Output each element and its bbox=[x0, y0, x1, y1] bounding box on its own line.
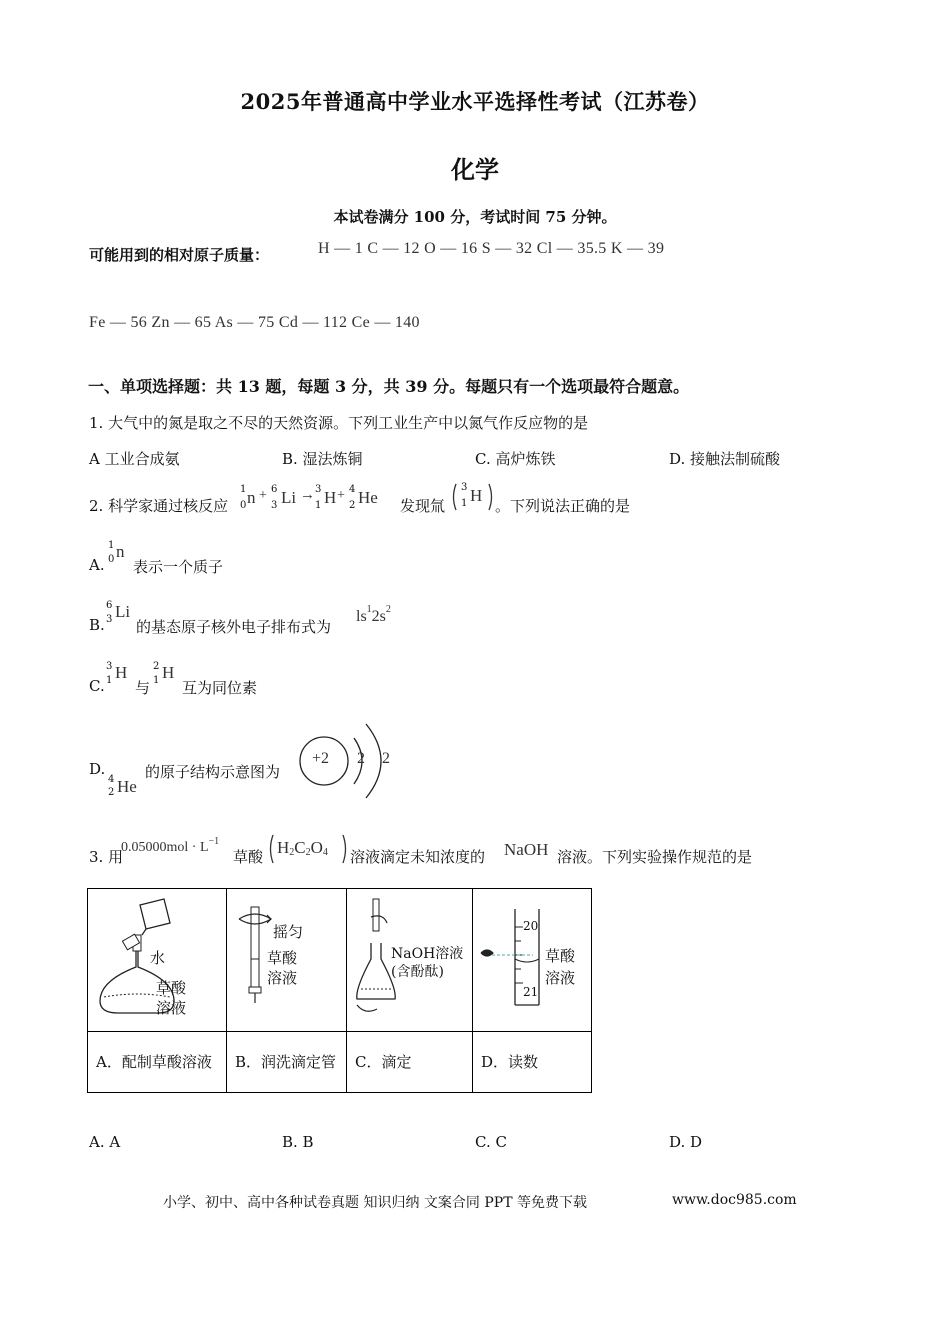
he-num: 2 bbox=[349, 500, 356, 511]
fig-d-20: 20 bbox=[523, 919, 539, 933]
fig-a-sol1: 草酸 bbox=[156, 979, 187, 997]
footer-url[interactable]: www.doc985.com bbox=[672, 1192, 797, 1208]
q2-option-c-label: C. bbox=[89, 677, 105, 695]
q3-stem-mid: 溶液滴定未知浓度的 bbox=[350, 848, 486, 866]
footer-text: 小学、初中、高中各种试卷真题 知识归纳 文案合同 PPT 等免费下载 bbox=[163, 1195, 587, 1211]
c-h2-num: 1 bbox=[153, 675, 160, 686]
fig-d-cell bbox=[473, 889, 592, 1032]
q2-stem-mid: 发现氚 bbox=[400, 497, 446, 515]
q3-naoh: NaOH bbox=[504, 840, 549, 859]
formula-o: O bbox=[310, 838, 323, 857]
caption-c: C．滴定 bbox=[347, 1032, 473, 1093]
q1-option-d: D. 接触法制硫酸 bbox=[669, 450, 781, 468]
q2-option-d-label: D. bbox=[89, 760, 106, 778]
plus-2: + bbox=[337, 488, 345, 503]
q2-option-b-li bbox=[106, 600, 136, 632]
nucleus-charge: +2 bbox=[312, 750, 330, 767]
fig-a-cell bbox=[88, 889, 227, 1032]
q2-option-d-text: 的原子结构示意图为 bbox=[145, 763, 281, 781]
fig-c-label1: NaOH溶液 bbox=[391, 946, 464, 962]
q3-answer-c: C. C bbox=[475, 1133, 507, 1151]
c-h3-num: 1 bbox=[106, 675, 113, 686]
exam-note: 本试卷满分 100 分，考试时间 75 分钟。 bbox=[333, 208, 617, 226]
c-h2-mass: 2 bbox=[153, 661, 160, 672]
d-he-num: 2 bbox=[108, 787, 115, 798]
q3-reagent: 草酸 bbox=[233, 848, 264, 866]
fig-c-cell bbox=[347, 889, 473, 1032]
a-n-mass: 1 bbox=[108, 540, 115, 551]
fig-d-21: 21 bbox=[523, 985, 539, 999]
fig-d-sol2: 溶液 bbox=[545, 969, 576, 987]
fig-c-label2: (含酚酞) bbox=[391, 964, 444, 980]
fig-b-cell bbox=[227, 889, 347, 1032]
a-n-num: 0 bbox=[108, 554, 115, 565]
atomic-mass-line-1: H — 1 C — 12 O — 16 S — 32 Cl — 35.5 K — 39 bbox=[318, 240, 665, 257]
q3-concentration bbox=[121, 836, 220, 856]
q2-stem-suffix: 。下列说法正确的是 bbox=[495, 497, 631, 515]
caption-b: B．润洗滴定管 bbox=[227, 1032, 347, 1093]
config-2s-exp: 2 bbox=[385, 604, 391, 615]
formula-h-sub: 2 bbox=[289, 847, 295, 858]
formula-h: H bbox=[277, 838, 290, 857]
formula-o-sub: 4 bbox=[322, 847, 328, 858]
fig-b-shake: 摇匀 bbox=[273, 923, 304, 941]
formula-c: C bbox=[294, 838, 306, 857]
h3-mass: 3 bbox=[315, 484, 322, 495]
q2-option-c-mid: 与 bbox=[135, 679, 151, 697]
b-li-mass: 6 bbox=[106, 600, 113, 611]
config-1s-exp: 1 bbox=[366, 604, 372, 615]
fig-a-sol2: 溶液 bbox=[156, 999, 187, 1017]
apparatus-table bbox=[87, 888, 592, 1093]
arrow: → bbox=[300, 487, 315, 503]
q2-nuclear-equation bbox=[236, 484, 401, 518]
q3-answer-b: B. B bbox=[282, 1133, 314, 1151]
q2-option-a-neutron bbox=[108, 540, 132, 572]
q2-option-c-text: 互为同位素 bbox=[182, 679, 258, 697]
atomic-mass-line-2: Fe — 56 Zn — 65 As — 75 Cd — 112 Ce — 140 bbox=[89, 314, 420, 331]
n-symbol: n bbox=[247, 488, 256, 507]
c-h3-mass: 3 bbox=[106, 661, 113, 672]
q2-option-d-he bbox=[108, 774, 144, 802]
config-2s: 2s bbox=[371, 608, 386, 625]
conc-value: 0.05000mol · L bbox=[121, 840, 209, 855]
fig-a-water: 水 bbox=[150, 949, 166, 967]
tritium-h: H bbox=[470, 486, 483, 505]
h3-symbol: H bbox=[324, 488, 337, 507]
li-mass: 6 bbox=[271, 484, 278, 495]
tritium-symbol bbox=[450, 480, 495, 514]
plus-1: + bbox=[259, 488, 267, 503]
q2-option-c-h2 bbox=[153, 661, 181, 693]
q2-option-b-text: 的基态原子核外电子排布式为 bbox=[136, 618, 332, 636]
li-num: 3 bbox=[271, 500, 278, 511]
fig-d-sol1: 草酸 bbox=[545, 947, 576, 965]
q2-option-a-label: A. bbox=[89, 556, 105, 574]
n-mass: 1 bbox=[240, 484, 247, 495]
q3-stem-suffix: 溶液。下列实验操作规范的是 bbox=[557, 848, 753, 866]
exam-title: 2025年普通高中学业水平选择性考试（江苏卷） bbox=[240, 89, 710, 114]
tritium-mass: 3 bbox=[461, 482, 468, 493]
fig-b-sol2: 溶液 bbox=[267, 969, 298, 987]
h3-num: 1 bbox=[315, 500, 322, 511]
atom-structure-diagram bbox=[296, 718, 406, 804]
q2-stem-prefix: 2. 科学家通过核反应 bbox=[89, 497, 229, 515]
caption-a: A．配制草酸溶液 bbox=[88, 1032, 227, 1093]
q3-answer-a: A. A bbox=[89, 1133, 121, 1151]
config-1s: ls bbox=[356, 608, 367, 625]
li-symbol: Li bbox=[281, 488, 297, 507]
d-he-symbol: He bbox=[117, 777, 137, 796]
d-he-mass: 4 bbox=[108, 774, 115, 785]
n-num: 0 bbox=[240, 500, 247, 511]
a-n-symbol: n bbox=[116, 542, 125, 561]
b-li-num: 3 bbox=[106, 614, 113, 625]
q2-option-c-h3 bbox=[106, 661, 134, 693]
he-symbol: He bbox=[358, 488, 378, 507]
shell-2-electrons: 2 bbox=[382, 750, 390, 767]
atomic-mass-label: 可能用到的相对原子质量： bbox=[89, 246, 270, 264]
section-heading: 一、单项选择题：共 13 题，每题 3 分，共 39 分。每题只有一个选项最符合题意。 bbox=[88, 377, 690, 396]
q3-answer-d: D. D bbox=[669, 1133, 703, 1151]
b-li-symbol: Li bbox=[115, 602, 131, 621]
he-mass: 4 bbox=[349, 484, 356, 495]
formula-c-sub: 2 bbox=[305, 847, 311, 858]
caption-d: D．读数 bbox=[473, 1032, 592, 1093]
q2-option-b-config bbox=[356, 604, 391, 626]
c-h3-symbol: H bbox=[115, 663, 128, 682]
subject-title: 化学 bbox=[451, 155, 499, 184]
q1-option-b: B. 湿法炼铜 bbox=[282, 450, 363, 468]
conc-exp: −1 bbox=[208, 836, 220, 847]
q2-option-b-label: B. bbox=[89, 616, 105, 634]
q1-option-c: C. 高炉炼铁 bbox=[475, 450, 556, 468]
q1-stem: 1. 大气中的氮是取之不尽的天然资源。下列工业生产中以氮气作反应物的是 bbox=[89, 414, 589, 432]
q3-stem-prefix: 3. 用 bbox=[89, 848, 124, 866]
q1-option-a: A 工业合成氨 bbox=[89, 450, 180, 468]
q2-option-a-text: 表示一个质子 bbox=[133, 558, 224, 576]
fig-b-sol1: 草酸 bbox=[267, 949, 298, 967]
c-h2-symbol: H bbox=[162, 663, 175, 682]
shell-1-electrons: 2 bbox=[357, 750, 365, 767]
tritium-num: 1 bbox=[461, 498, 468, 509]
